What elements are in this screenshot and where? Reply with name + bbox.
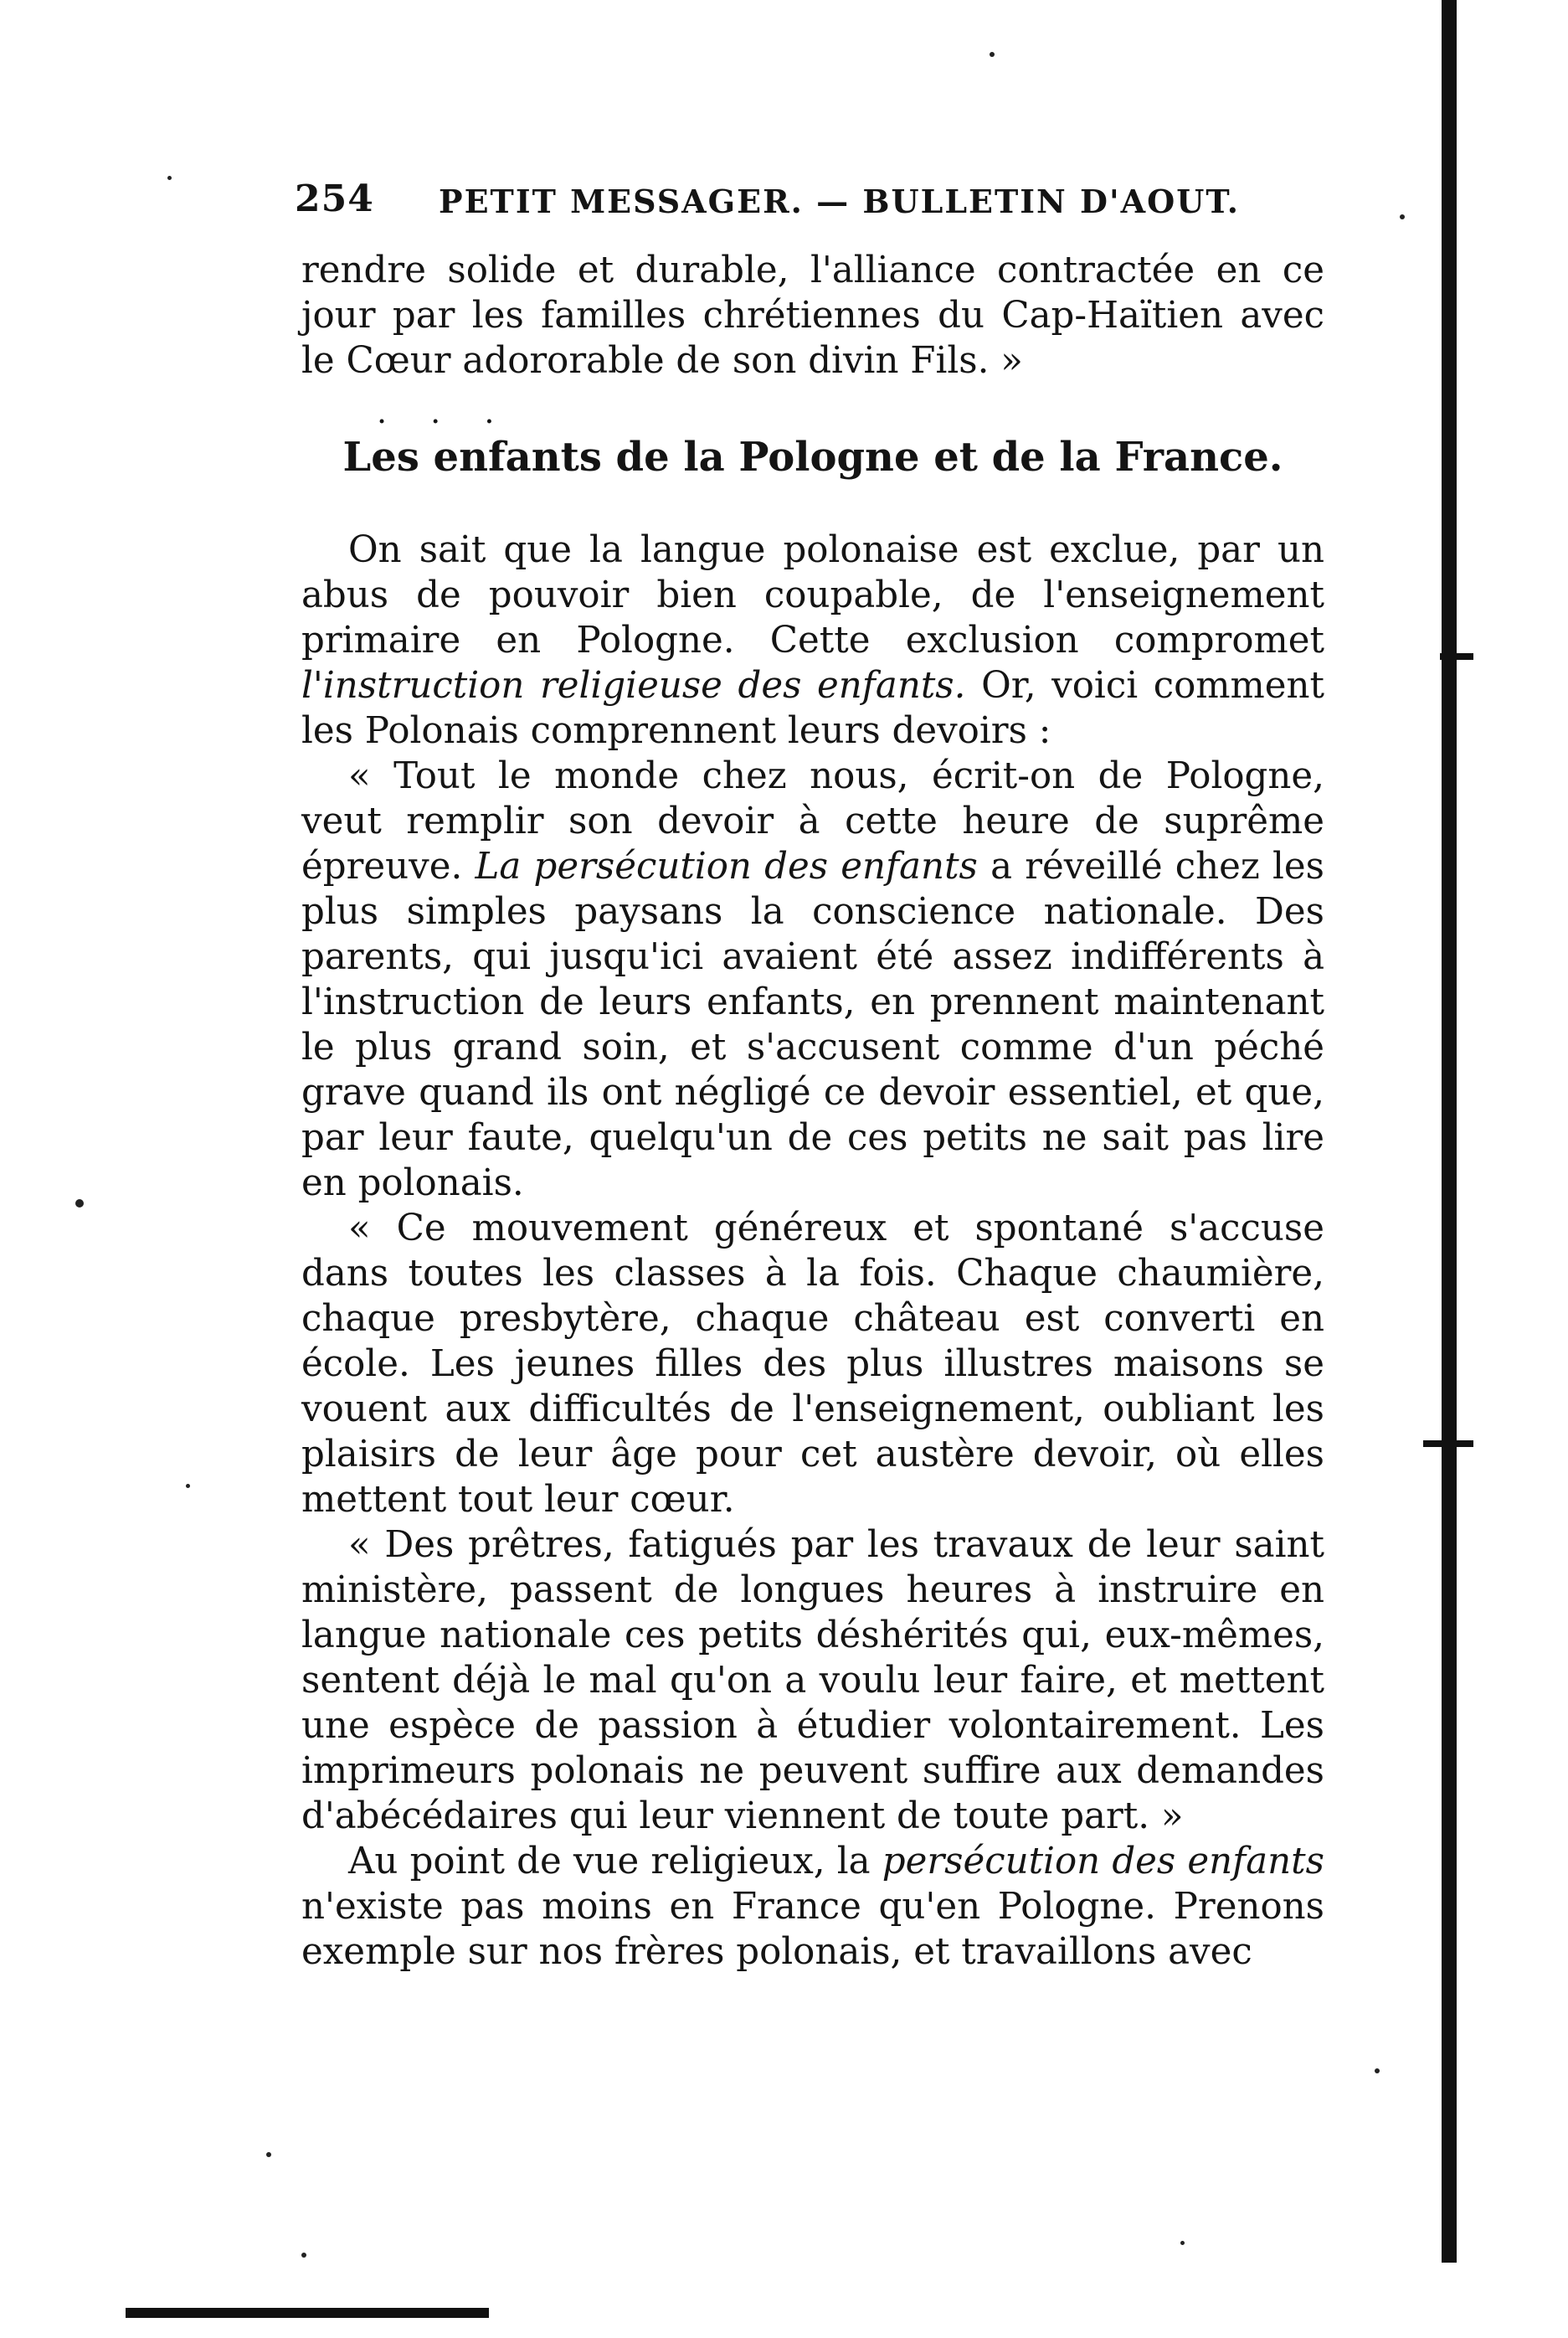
binding-mark	[1423, 1440, 1473, 1447]
binding-edge	[1442, 0, 1457, 2263]
paragraph-quote-1-emphasis: La persécution des enfants	[475, 846, 978, 888]
paragraph-quote-1-text-b: a réveillé chez les plus simples paysans la conscience nationale. Des parents, qui jusqu'ici avaient été assez indifférents à l'instruction de leurs enfants, en prennent maintenant le plus grand soin, et s'accusent comme d'un péché grave quand ils ont négligé ce devoir essentiel, et que, par leur faute, quelqu'un de ces petits ne sait pas lire en polonais.	[301, 846, 1324, 1204]
paragraph-conclusion-emphasis: persécution des enfants	[882, 1841, 1324, 1882]
paragraph-continuation: rendre solide et durable, l'alliance contractée en ce jour par les familles chrétiennes du Cap-Haïtien avec le Cœur adororable de son divin Fils. »	[301, 250, 1324, 382]
scan-speck	[186, 1484, 190, 1488]
paragraph-intro-text-b: Or, voici comment les Polonais comprennent leurs devoirs :	[301, 665, 1325, 752]
paragraph-conclusion-text-a: Au point de vue religieux, la	[348, 1841, 882, 1882]
paragraph-quote-3: « Des prêtres, fatigués par les travaux de leur saint ministère, passent de longues heures à instruire en langue nationale ces petits déshérités qui, eux-mêmes, sentent déjà le mal qu'on a voulu leur faire, et mettent une espèce de passion à étudier volontairement. Les imprimeurs polonais ne peuvent suffire aux demandes d'abécédaires qui leur viennent de toute part. »	[301, 1524, 1324, 1837]
scan-speck	[301, 2253, 306, 2258]
page-number: 254	[295, 178, 374, 220]
scan-speck	[1400, 214, 1405, 219]
paragraph-quote-2: « Ce mouvement généreux et spontané s'accuse dans toutes les classes à la fois. Chaque chaumière, chaque presbytère, chaque château est converti en école. Les jeunes filles des plus illustres maisons se vouent aux difficultés de l'enseignement, oubliant les plaisirs de leur âge pour cet austère devoir, où elles mettent tout leur cœur.	[301, 1208, 1324, 1521]
scan-edge-rule	[126, 2308, 489, 2318]
running-title: PETIT MESSAGER. — BULLETIN D'AOUT.	[439, 183, 1240, 220]
paragraph-conclusion-text-b: n'existe pas moins en France qu'en Pologne. Prenons exemple sur nos frères polonais, et travaillons avec	[301, 1886, 1324, 1973]
scan-speck	[167, 176, 172, 180]
scan-speck	[1375, 2068, 1380, 2073]
scan-speck	[1180, 2241, 1185, 2245]
paragraph-quote-1-text-a: « Tout le monde chez nous, écrit-on de Pologne, veut remplir son devoir à cette heure de suprême épreuve.	[301, 755, 1324, 888]
paragraph-quote-1	[301, 754, 1324, 1206]
scan-speck	[75, 1199, 84, 1208]
paragraph-conclusion	[301, 1839, 1324, 1975]
paragraph-intro-text-a: On sait que la langue polonaise est exclue, par un abus de pouvoir bien coupable, de l'enseignement primaire en Pologne. Cette exclusion compromet	[301, 529, 1324, 662]
section-title: Les enfants de la Pologne et de la France.	[342, 434, 1283, 481]
page-header	[295, 178, 1274, 228]
paragraph-intro-emphasis: l'instruction religieuse des enfants.	[301, 665, 966, 707]
body-text	[301, 248, 1324, 1975]
scan-speck	[990, 52, 995, 57]
separator-dots: . . .	[377, 394, 512, 430]
scan-speck	[266, 2152, 271, 2157]
binding-mark	[1440, 653, 1473, 660]
paragraph-intro	[301, 528, 1324, 754]
